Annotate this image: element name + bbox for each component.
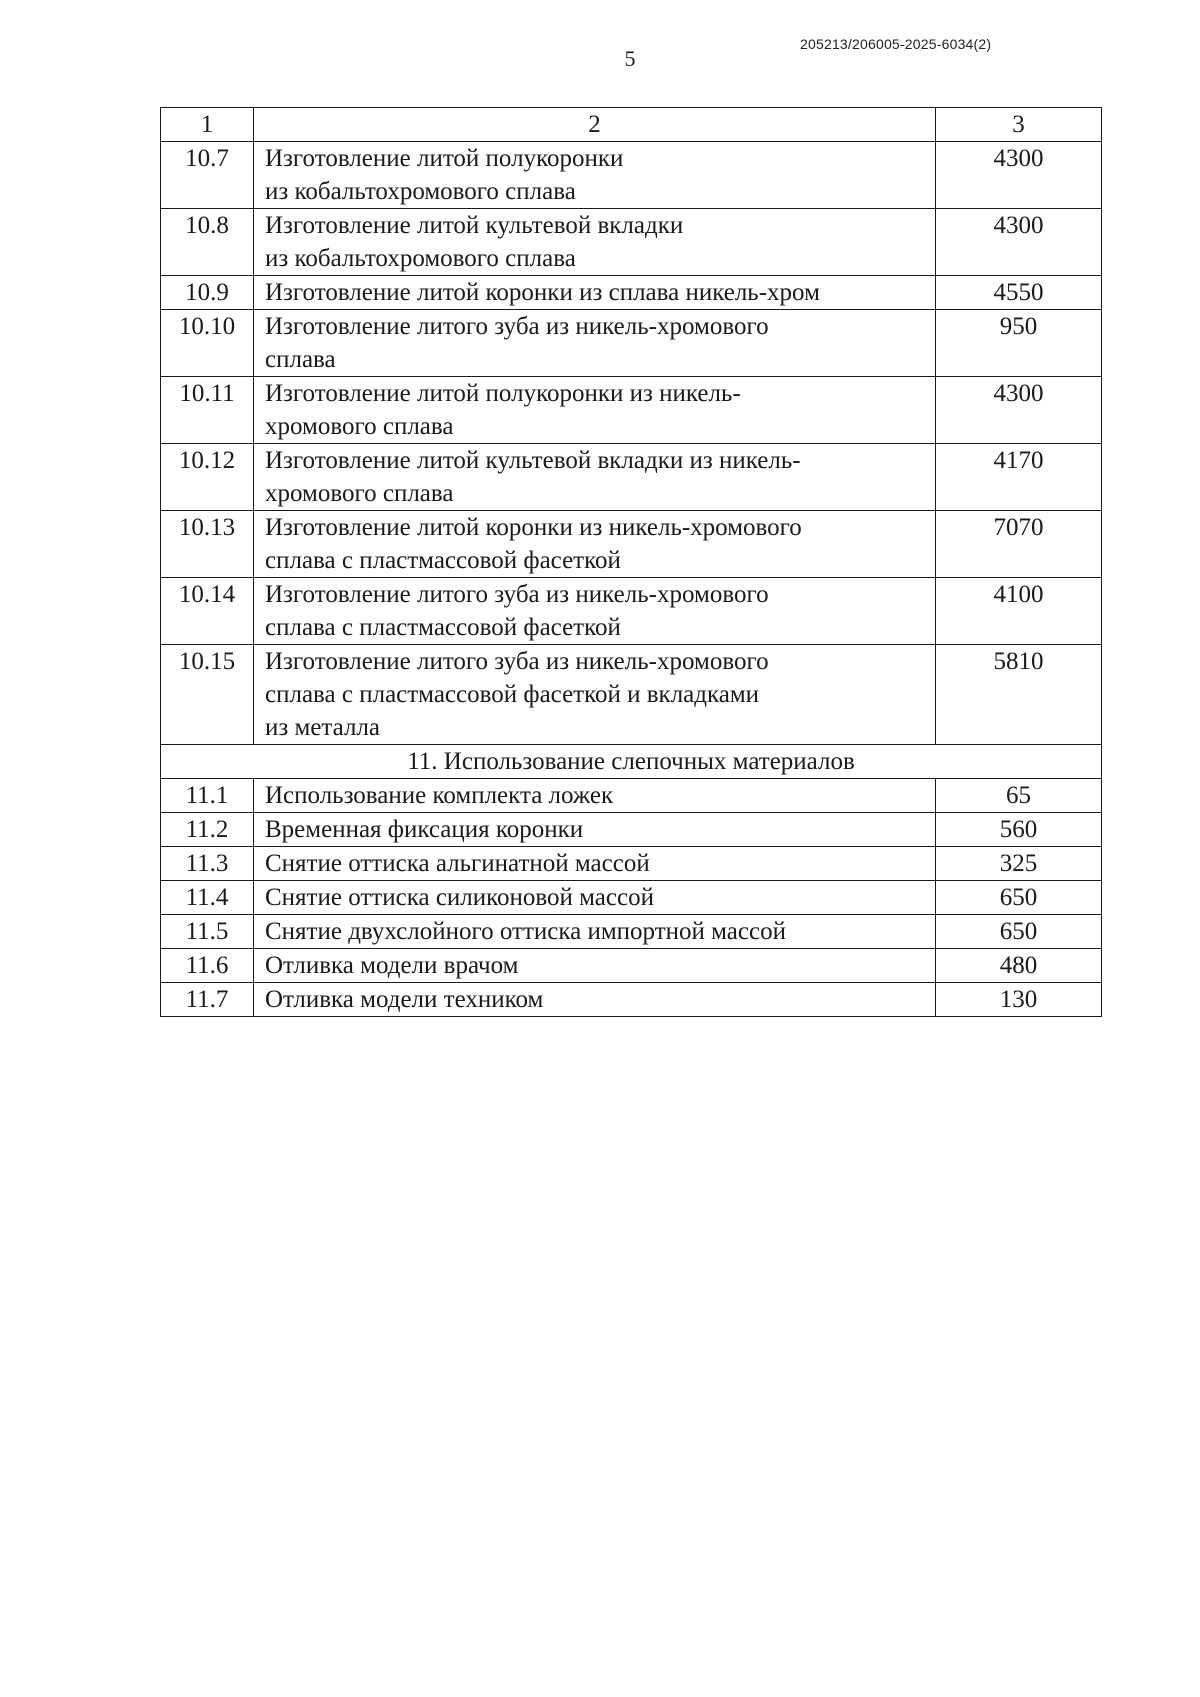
table-header-row <box>161 108 1102 142</box>
row-number: 10.9 <box>161 276 254 310</box>
service-name-line: Использование комплекта ложек <box>265 782 614 809</box>
row-number: 11.3 <box>161 847 254 881</box>
row-service-name <box>254 983 936 1017</box>
table-row <box>161 377 1102 444</box>
service-name-line: Изготовление литой культевой вкладки из никель- <box>265 447 801 474</box>
row-service-name <box>254 578 936 645</box>
service-name-line: Снятие двухслойного оттиска импортной массой <box>265 918 786 945</box>
table-row <box>161 949 1102 983</box>
section-row <box>161 745 1102 779</box>
table-row <box>161 142 1102 209</box>
row-price: 650 <box>936 915 1102 949</box>
row-number: 11.2 <box>161 813 254 847</box>
row-number: 10.8 <box>161 209 254 276</box>
row-number: 10.7 <box>161 142 254 209</box>
service-name-line: Отливка модели врачом <box>265 952 519 979</box>
table-row <box>161 209 1102 276</box>
service-name-line: Изготовление литого зуба из никель-хромового <box>265 581 769 608</box>
row-price: 7070 <box>936 511 1102 578</box>
service-name-line: Снятие оттиска альгинатной массой <box>265 850 650 877</box>
row-service-name <box>254 779 936 813</box>
table-row <box>161 578 1102 645</box>
row-price: 4550 <box>936 276 1102 310</box>
row-price: 650 <box>936 881 1102 915</box>
row-number: 11.5 <box>161 915 254 949</box>
table-row <box>161 276 1102 310</box>
table-row <box>161 915 1102 949</box>
row-service-name <box>254 444 936 511</box>
row-service-name <box>254 310 936 377</box>
row-price: 4300 <box>936 209 1102 276</box>
document-id: 205213/206005-2025-6034(2) <box>800 36 992 52</box>
row-number: 10.12 <box>161 444 254 511</box>
service-name-line: сплава с пластмассовой фасеткой <box>265 614 621 641</box>
service-name-line: Изготовление литой полукоронки из никель- <box>265 380 741 407</box>
row-number: 10.15 <box>161 645 254 745</box>
row-service-name <box>254 645 936 745</box>
table-row <box>161 779 1102 813</box>
row-price: 325 <box>936 847 1102 881</box>
table-row <box>161 847 1102 881</box>
row-price: 65 <box>936 779 1102 813</box>
service-name-line: сплава с пластмассовой фасеткой и вкладками <box>265 681 760 708</box>
service-name-line: сплава с пластмассовой фасеткой <box>265 547 621 574</box>
row-service-name <box>254 813 936 847</box>
service-name-line: Изготовление литой полукоронки <box>265 145 624 172</box>
row-service-name <box>254 377 936 444</box>
service-name-line: Изготовление литой коронки из сплава никель-хром <box>265 279 820 306</box>
table-row <box>161 983 1102 1017</box>
row-price: 4170 <box>936 444 1102 511</box>
row-service-name <box>254 949 936 983</box>
row-number: 10.14 <box>161 578 254 645</box>
row-price: 130 <box>936 983 1102 1017</box>
service-name-line: из металла <box>265 714 381 741</box>
column-header-number: 1 <box>161 108 254 142</box>
row-number: 10.11 <box>161 377 254 444</box>
row-number: 10.13 <box>161 511 254 578</box>
row-number: 10.10 <box>161 310 254 377</box>
row-price: 4100 <box>936 578 1102 645</box>
service-name-line: из кобальтохромового сплава <box>265 245 576 272</box>
row-price: 560 <box>936 813 1102 847</box>
row-price: 950 <box>936 310 1102 377</box>
table-row <box>161 881 1102 915</box>
table-row <box>161 310 1102 377</box>
row-service-name <box>254 209 936 276</box>
table-row <box>161 511 1102 578</box>
service-name-line: хромового сплава <box>265 480 454 507</box>
row-number: 11.1 <box>161 779 254 813</box>
service-name-line: Отливка модели техником <box>265 986 544 1013</box>
row-number: 11.4 <box>161 881 254 915</box>
column-header-price: 3 <box>936 108 1102 142</box>
service-name-line: Временная фиксация коронки <box>265 816 584 843</box>
row-price: 5810 <box>936 645 1102 745</box>
service-name-line: Изготовление литой культевой вкладки <box>265 212 684 239</box>
service-name-line: хромового сплава <box>265 413 454 440</box>
service-name-line: Изготовление литого зуба из никель-хромового <box>265 648 769 675</box>
service-name-line: из кобальтохромового сплава <box>265 178 576 205</box>
service-name-line: Изготовление литого зуба из никель-хромового <box>265 313 769 340</box>
table-row <box>161 813 1102 847</box>
price-table-body <box>161 108 1102 1017</box>
price-table <box>160 107 1102 1017</box>
row-service-name <box>254 881 936 915</box>
row-service-name <box>254 511 936 578</box>
row-price: 4300 <box>936 142 1102 209</box>
row-number: 11.6 <box>161 949 254 983</box>
service-name-line: Снятие оттиска силиконовой массой <box>265 884 654 911</box>
table-row <box>161 444 1102 511</box>
section-title: 11. Использование слепочных материалов <box>161 745 1102 779</box>
row-service-name <box>254 847 936 881</box>
row-service-name <box>254 142 936 209</box>
row-service-name <box>254 915 936 949</box>
table-row <box>161 645 1102 745</box>
row-number: 11.7 <box>161 983 254 1017</box>
page-number: 5 <box>624 46 636 71</box>
row-service-name <box>254 276 936 310</box>
service-name-line: сплава <box>265 346 336 373</box>
row-price: 480 <box>936 949 1102 983</box>
row-price: 4300 <box>936 377 1102 444</box>
service-name-line: Изготовление литой коронки из никель-хромового <box>265 514 802 541</box>
column-header-service: 2 <box>254 108 936 142</box>
